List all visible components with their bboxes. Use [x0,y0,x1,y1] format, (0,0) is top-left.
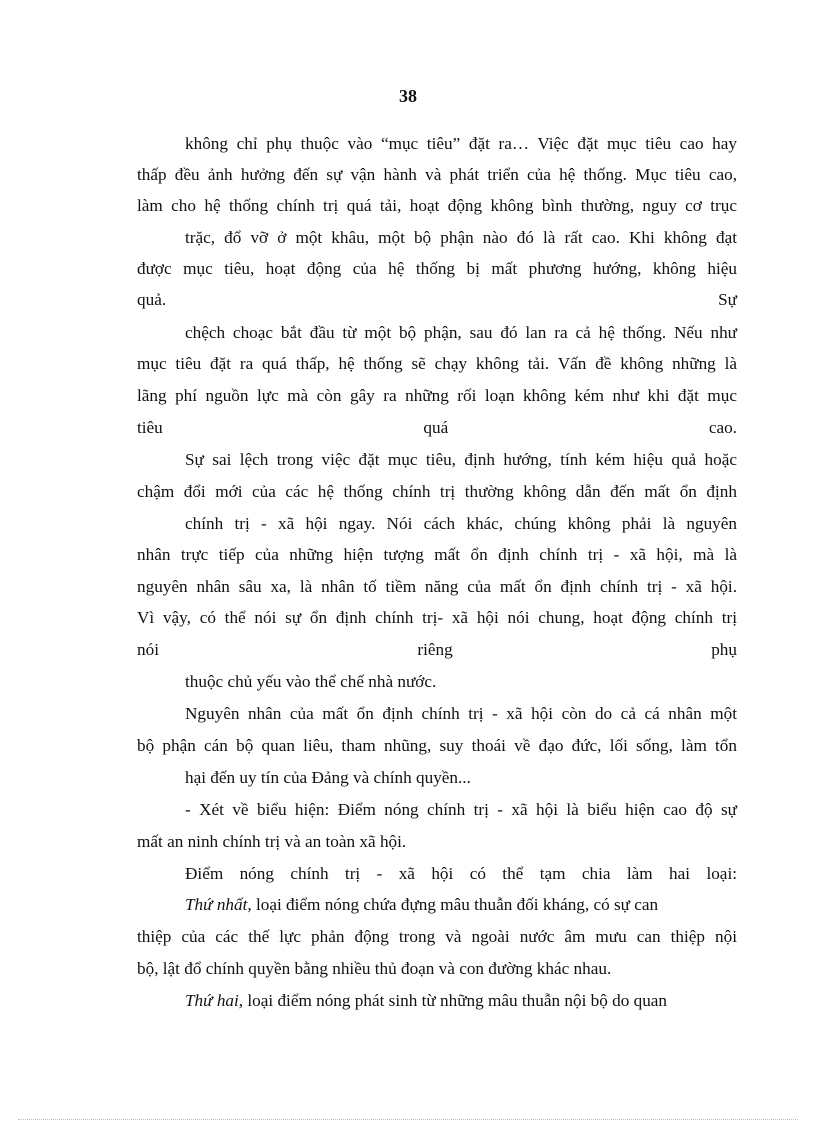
text-line-left-word: quả. [137,290,167,309]
text-line-word: quá [423,418,449,437]
text-line-content: chính trị - xã hội ngay. Nói cách khác, chúng không phải là nguyên [185,514,737,533]
text-line-word: cao. [708,418,737,437]
text-line [185,889,737,920]
text-line [137,159,737,190]
text-line-content: được mục tiêu, hoạt động của hệ thống bị mất phương hướng, không hiệu [137,259,737,278]
text-line [185,444,737,475]
text-line-word: nói [137,640,159,659]
text-line [185,762,737,793]
text-line-content: Nguyên nhân của mất ổn định chính trị - xã hội còn do cả cá nhân một [185,704,737,723]
text-line-right-word: Sự [718,290,737,309]
text-line-content: bộ, lật đổ chính quyền bằng nhiều thủ đoạn và con đường khác nhau. [137,959,612,978]
text-line [137,602,737,633]
text-line-content: chệch choạc bắt đầu từ một bộ phận, sau đó lan ra cả hệ thống. Nếu như [185,323,737,342]
text-line-content: loại điểm nóng phát sinh từ những mâu thuẫn nội bộ do quan [243,991,668,1010]
text-line [137,634,737,665]
text-line [137,190,737,221]
text-line-content: loại điểm nóng chứa đựng mâu thuẫn đối kháng, có sự can [251,895,659,914]
text-line-content: Điểm nóng chính trị - xã hội có thể tạm chia làm hai loại: [185,864,737,883]
text-line [185,508,737,539]
text-line [185,698,737,729]
page-number: 38 [399,86,417,106]
text-line [137,412,737,443]
text-line-content: nhân trực tiếp của những hiện tượng mất ổn định chính trị - xã hội, mà là [137,545,737,564]
text-line-content: thấp đều ảnh hưởng đến sự vận hành và phát triển của hệ thống. Mục tiêu cao, [137,165,737,184]
text-line [137,348,737,379]
text-line-word: phụ [711,640,737,659]
text-line [185,128,737,159]
text-line [137,953,737,984]
text-line-content: mất an ninh chính trị và an toàn xã hội. [137,832,407,851]
text-line-content: Sự sai lệch trong việc đặt mục tiêu, định hướng, tính kém hiệu quả hoặc [185,450,737,469]
text-line [137,284,737,315]
text-line-content: bộ phận cán bộ quan liêu, tham nhũng, suy thoái về đạo đức, lối sống, làm tổn [137,736,737,755]
text-line [185,858,737,889]
text-line-content: không chỉ phụ thuộc vào “mục tiêu” đặt ra… Việc đặt mục tiêu cao hay [185,134,737,153]
text-line-content: mục tiêu đặt ra quá thấp, hệ thống sẽ chạy không tải. Vấn đề không những là [137,354,737,373]
text-line [137,380,737,411]
text-line-content: thiệp của các thế lực phản động trong và ngoài nước âm mưu can thiệp nội [137,927,737,946]
text-line-content: - Xét về biểu hiện: Điểm nóng chính trị - xã hội là biểu hiện cao độ sự [185,800,737,819]
text-line [185,666,737,697]
text-line [185,794,737,825]
text-line-content: làm cho hệ thống chính trị quá tải, hoạt động không bình thường, nguy cơ trục [137,196,737,215]
text-line [185,222,737,253]
text-line [185,317,737,348]
text-line [137,253,737,284]
text-line [185,985,737,1016]
text-line-content: chậm đổi mới của các hệ thống chính trị thường không dẫn đến mất ổn định [137,482,737,501]
text-line-content: trặc, đổ vỡ ở một khâu, một bộ phận nào đó là rất cao. Khi không đạt [185,228,737,247]
text-line [137,730,737,761]
text-line-italic-lead: Thứ hai, [185,991,244,1010]
text-line [137,921,737,952]
text-line-content: lãng phí nguồn lực mà còn gây ra những rối loạn không kém như khi đặt mục [137,386,737,405]
text-line [137,476,737,507]
text-line [137,539,737,570]
text-line-content: hại đến uy tín của Đảng và chính quyền... [185,768,471,787]
text-line-italic-lead: Thứ nhất, [185,895,252,914]
text-line-content: nguyên nhân sâu xa, là nhân tố tiềm năng của mất ổn định chính trị - xã hội. [137,577,737,596]
text-line [137,826,737,857]
text-line-content: Vì vậy, có thể nói sự ổn định chính trị- xã hội nói chung, hoạt động chính trị [137,608,737,627]
text-line [137,571,737,602]
text-line-word: tiêu [137,418,163,437]
text-line-word: riêng [417,640,453,659]
text-line-content: thuộc chủ yếu vào thể chế nhà nước. [185,672,437,691]
page-bottom-rule [18,1119,798,1120]
